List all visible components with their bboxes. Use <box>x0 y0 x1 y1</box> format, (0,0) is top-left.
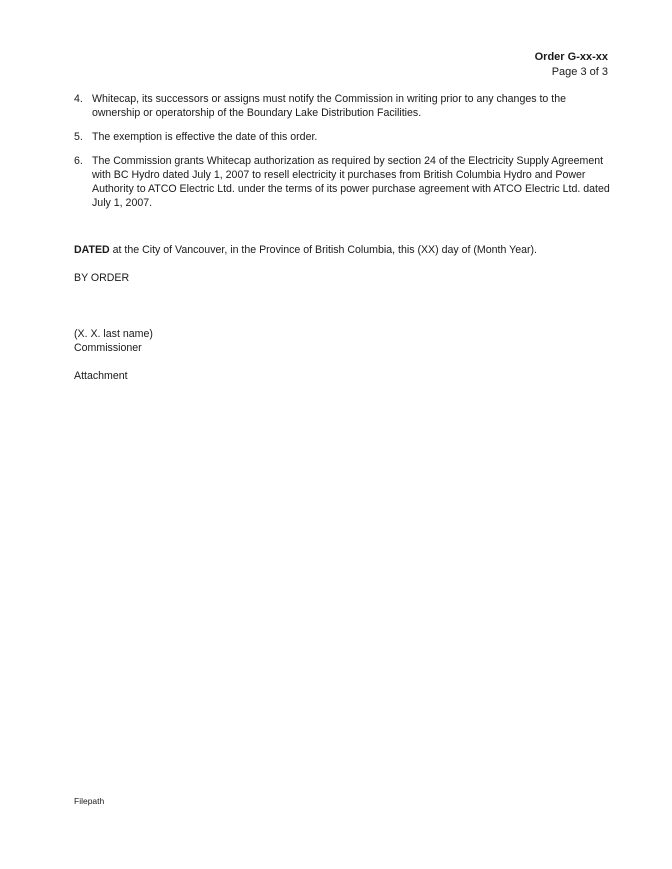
page-header <box>535 50 608 80</box>
list-item <box>74 154 614 210</box>
dated-keyword: DATED <box>74 244 110 256</box>
by-order-label: BY ORDER <box>74 272 130 284</box>
item-text: Whitecap, its successors or assigns must notify the Commission in writing prior to any changes to the ownership or operatorship of the Boundary Lake Distribution Facilities. <box>92 93 566 119</box>
item-number: 4. <box>74 93 83 105</box>
item-number: 6. <box>74 155 83 167</box>
signature-block <box>74 327 153 355</box>
item-number: 5. <box>74 131 83 143</box>
order-items-list <box>74 92 614 220</box>
order-number: Order G-xx-xx <box>534 51 608 63</box>
footer-filepath: Filepath <box>74 796 105 806</box>
signatory-name: (X. X. last name) <box>74 328 153 340</box>
page-number: Page 3 of 3 <box>551 66 608 78</box>
dated-text: at the City of Vancouver, in the Province of British Columbia, this (XX) day of (Month Year). <box>109 244 537 256</box>
item-text: The exemption is effective the date of this order. <box>92 131 318 143</box>
item-text: The Commission grants Whitecap authorization as required by section 24 of the Electricity Supply Agreement with BC Hydro dated July 1, 2007 to resell electricity it purchases from British Columbia Hydro and Power Authority to ATCO Electric Ltd. under the terms of its power purchase agreement with ATCO Electric Ltd. dated July 1, 2007. <box>92 155 610 209</box>
signatory-title: Commissioner <box>74 342 142 354</box>
list-item <box>74 92 614 120</box>
attachment-label: Attachment <box>74 370 128 382</box>
dated-statement <box>74 243 634 257</box>
list-item <box>74 130 614 144</box>
